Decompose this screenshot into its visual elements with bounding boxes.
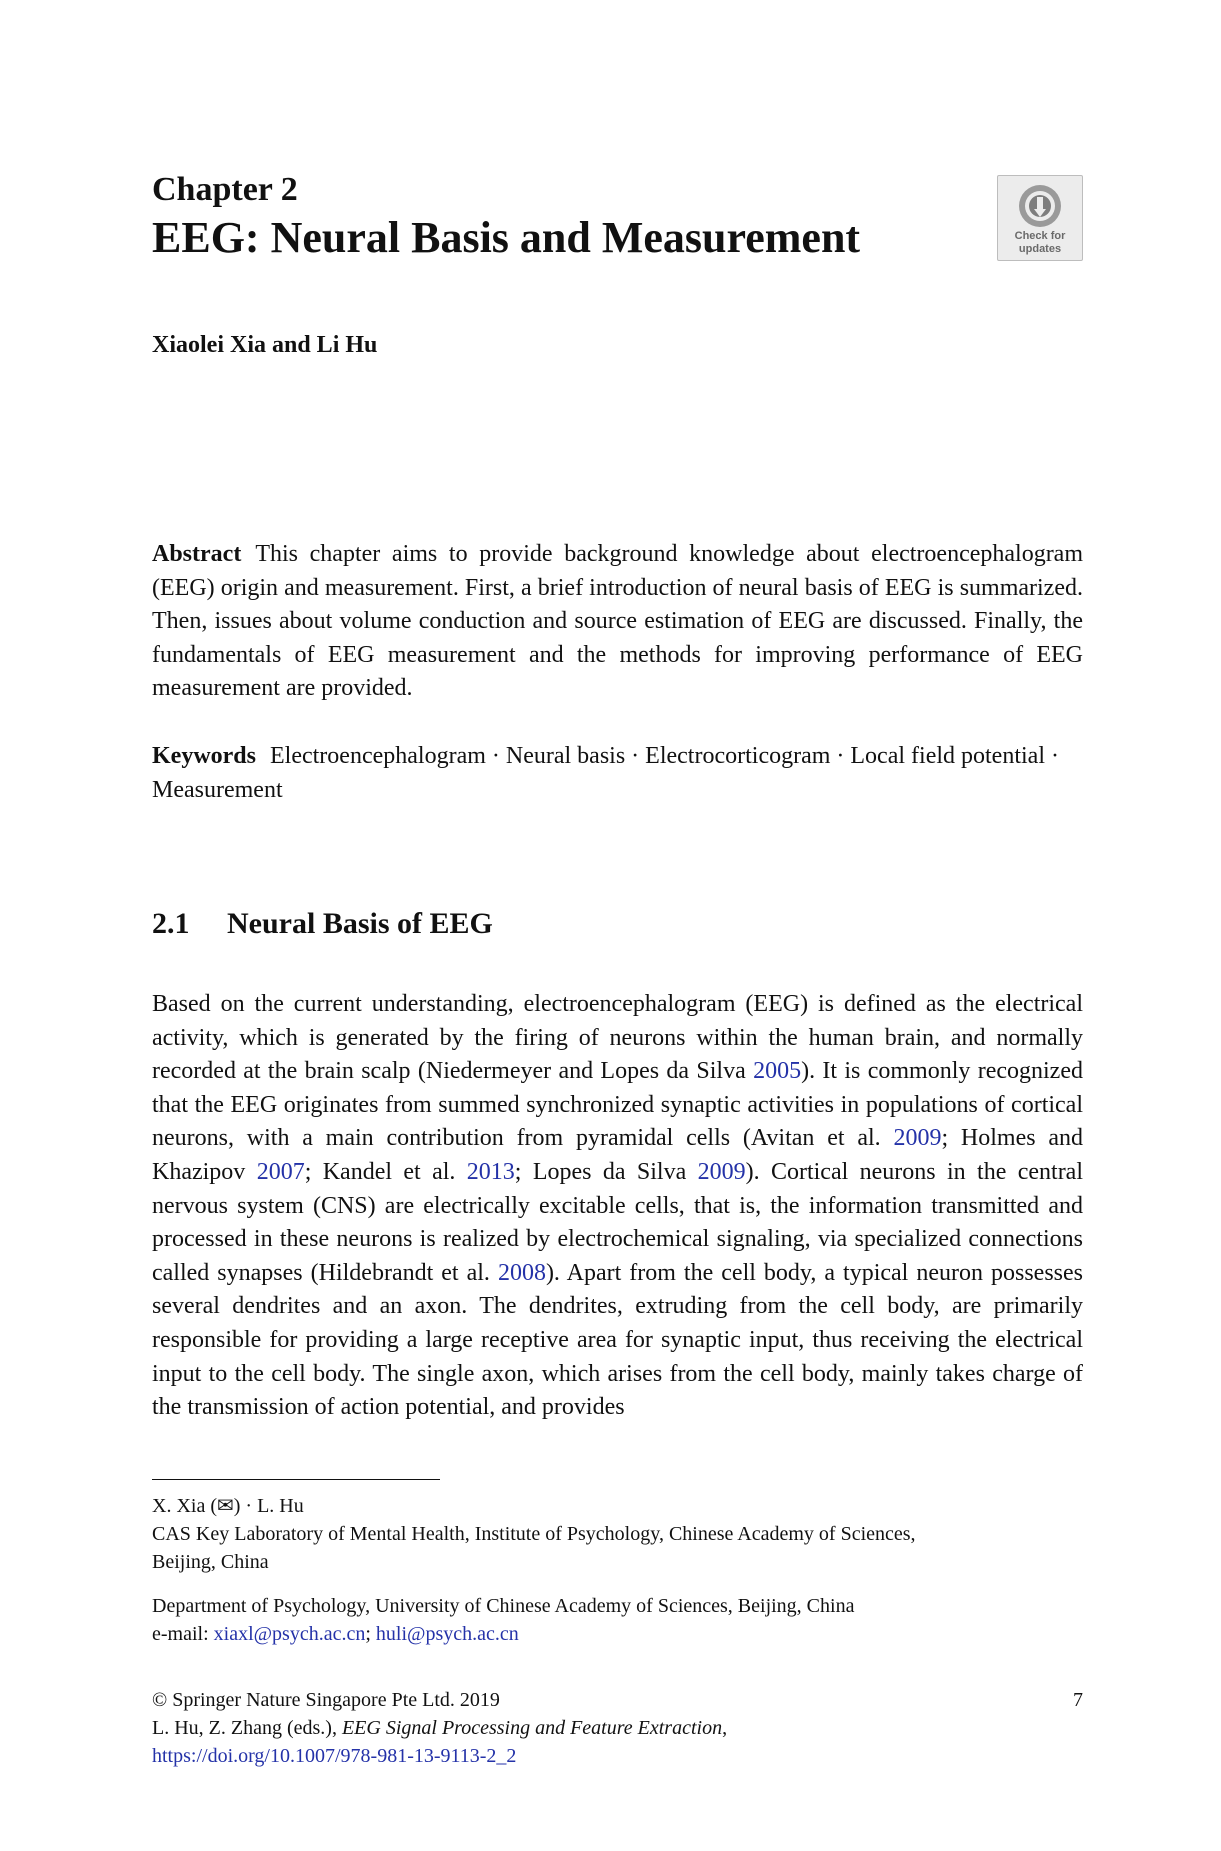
- email-label: e-mail:: [152, 1623, 214, 1645]
- citation-link[interactable]: 2005: [753, 1058, 802, 1085]
- body-text-3: ; Holmes and Khazipov: [152, 1125, 1084, 1185]
- email-link-hu[interactable]: huli@psych.ac.cn: [375, 1623, 519, 1645]
- affiliation-1-line-1: CAS Key Laboratory of Mental Health, Institute of Psychology, Chinese Academy of Sciences,: [152, 1523, 916, 1545]
- section-title: Neural Basis of EEG: [227, 907, 493, 940]
- citation-link[interactable]: 2008: [497, 1259, 546, 1286]
- doi-link[interactable]: https://doi.org/10.1007/978-981-13-9113-2_2: [152, 1745, 517, 1767]
- page-number: 7: [1073, 1689, 1083, 1711]
- abstract-text: This chapter aims to provide background knowledge about electroencephalogram (EEG) origin and measurement. First, a brief introduction of neural basis of EEG is summarized. Then, issues about volume conduction and source estimation of EEG are discussed. Finally, the fundamentals of EEG measurement and the methods for improving performance of EEG measurement are provided.: [152, 541, 1083, 702]
- footnote-author-xia: X. Xia (: [152, 1495, 217, 1517]
- email-line: [152, 1620, 1083, 1648]
- body-text-6: ). Cortical neurons in the central nervous system (CNS) are electrically excitable cells, that is, the information transmitted and processed in these neurons is realized by electrochemical signaling, via specialized connections called synapses (Hildebrandt et al.: [152, 1158, 1084, 1286]
- book-reference: [152, 1714, 727, 1742]
- footnote-author-hu: ) · L. Hu: [233, 1495, 304, 1517]
- chapter-title: EEG: Neural Basis and Measurement: [152, 213, 861, 262]
- book-reference-suffix: ,: [722, 1717, 728, 1739]
- abstract-label: Abstract: [152, 541, 242, 567]
- book-title: EEG Signal Processing and Feature Extraction: [341, 1717, 723, 1739]
- keywords-label: Keywords: [152, 743, 256, 769]
- badge-text-line-1: Check for: [1014, 230, 1066, 242]
- badge-text-line-2: updates: [1018, 243, 1062, 255]
- authors: Xiaolei Xia and Li Hu: [152, 332, 378, 358]
- affiliation-1-line-2: Beijing, China: [152, 1551, 269, 1573]
- copyright: © Springer Nature Singapore Pte Ltd. 2019: [152, 1689, 500, 1711]
- email-link-xia[interactable]: xiaxl@psych.ac.cn: [213, 1623, 366, 1645]
- footnote-authors: [152, 1492, 1083, 1520]
- citation-link[interactable]: 2009: [893, 1125, 942, 1152]
- abstract: [152, 538, 1083, 706]
- section-number: 2.1: [152, 907, 190, 940]
- body-paragraph: [152, 988, 1083, 1425]
- check-for-updates-icon: [1017, 183, 1063, 229]
- section-heading: [152, 906, 493, 942]
- body-text-2: ). It is commonly recognized that the EEG originates from summed synchronized synaptic activities in populations of cortical neurons, with a main contribution from pyramidal cells (Avitan et al.: [152, 1058, 1083, 1152]
- keywords-text: Electroencephalogram · Neural basis · Electrocorticogram · Local field potential · Measurement: [152, 743, 1059, 803]
- citation-link[interactable]: 2013: [466, 1158, 515, 1185]
- email-separator: ;: [365, 1623, 376, 1645]
- body-text-7: ). Apart from the cell body, a typical neuron possesses several dendrites and an axon. The dendrites, extruding from the cell body, are primarily responsible for providing a large receptive area for synaptic input, thus receiving the electrical input to the cell body. The single axon, which arises from the cell body, mainly takes charge of the transmission of action potential, and provides: [152, 1259, 1083, 1421]
- body-text-4: ; Kandel et al.: [304, 1158, 467, 1185]
- citation-link[interactable]: 2007: [256, 1158, 305, 1185]
- citation-link[interactable]: 2009: [697, 1158, 746, 1185]
- editors: L. Hu, Z. Zhang (eds.),: [152, 1717, 342, 1739]
- footnote-divider: [152, 1479, 440, 1480]
- chapter-label: Chapter 2: [152, 171, 298, 208]
- affiliation-2: Department of Psychology, University of Chinese Academy of Sciences, Beijing, China: [152, 1595, 855, 1617]
- keywords: [152, 740, 1083, 807]
- body-text-5: ; Lopes da Silva: [514, 1158, 698, 1185]
- body-text-1: Based on the current understanding, electroencephalogram (EEG) is defined as the electrical activity, which is generated by the firing of neurons within the human brain, and normally recorded at the brain scalp (Niedermeyer and Lopes da Silva: [152, 991, 1083, 1085]
- check-for-updates-badge[interactable]: [997, 175, 1083, 261]
- envelope-icon: ✉: [216, 1495, 234, 1517]
